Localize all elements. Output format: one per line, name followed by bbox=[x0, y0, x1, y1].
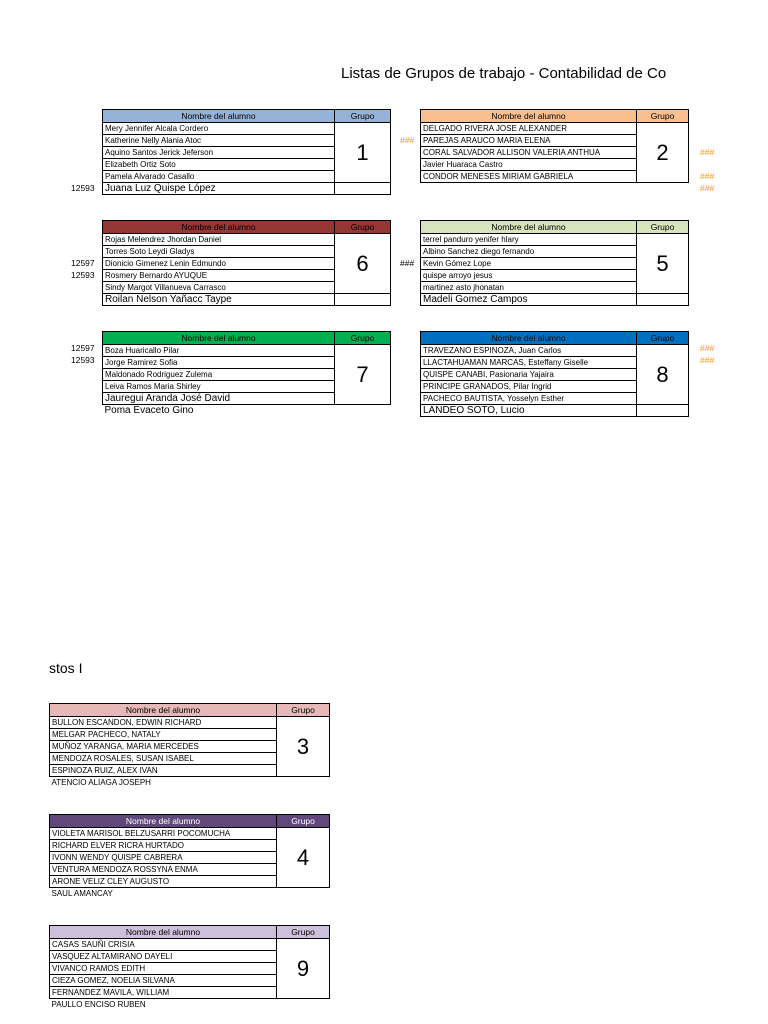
member-name: Rosmery Bernardo AYUQUE bbox=[103, 270, 335, 282]
member-name: PRINCIPE GRANADOS, Pilar Ingrid bbox=[421, 381, 637, 393]
group-table-6 bbox=[102, 220, 391, 306]
overflow-mark: ### bbox=[700, 171, 715, 181]
group-number: 9 bbox=[277, 939, 330, 999]
group-table-8 bbox=[420, 331, 689, 417]
member-name: Javier Huaraca Castro bbox=[421, 159, 637, 171]
group-number: 5 bbox=[637, 234, 689, 294]
empty-cell bbox=[277, 999, 330, 1011]
member-name: SAUL AMANCAY bbox=[51, 889, 113, 898]
member-name: CORAL SALVADOR ALLISON VALERIA ANTHUA bbox=[421, 147, 637, 159]
member-name: IVONN WENDY QUISPE CABRERA bbox=[50, 852, 277, 864]
member-name: ATENCIO ALIAGA JOSEPH bbox=[51, 778, 151, 787]
empty-cell bbox=[335, 294, 391, 306]
empty-cell bbox=[335, 405, 391, 417]
group-table-2 bbox=[420, 109, 689, 183]
group-number: 4 bbox=[277, 828, 330, 888]
member-name: VIOLETA MARISOL BELZUSARRI POCOMUCHA bbox=[50, 828, 277, 840]
group-number: 7 bbox=[335, 345, 391, 405]
member-name: Maldonado Rodriguez Zulema bbox=[103, 369, 335, 381]
member-name: Elizabeth Ortiz Soto bbox=[103, 159, 335, 171]
row-code: 12593 bbox=[71, 355, 95, 365]
header-group: Grupo bbox=[335, 221, 391, 234]
member-name: MELGAR PACHECO, NATALY bbox=[50, 729, 277, 741]
member-name: Jorge Ramirez Sofia bbox=[103, 357, 335, 369]
group-table-1 bbox=[102, 109, 391, 195]
row-code: 12593 bbox=[71, 183, 95, 193]
member-name: VIVANCO RAMOS EDITH bbox=[50, 963, 277, 975]
header-name: Nombre del alumno bbox=[50, 926, 277, 939]
empty-cell bbox=[335, 183, 391, 195]
empty-cell bbox=[277, 777, 330, 789]
member-name: MENDOZA ROSALES, SUSAN ISABEL bbox=[50, 753, 277, 765]
member-name: martinez asto jhonatan bbox=[421, 282, 637, 294]
overflow-mark: ### bbox=[400, 258, 415, 268]
member-name: Dionicio Gimenez Lenin Edmundo bbox=[103, 258, 335, 270]
header-group: Grupo bbox=[335, 332, 391, 345]
header-name: Nombre del alumno bbox=[103, 221, 335, 234]
member-name: terrel panduro yenifer hlary bbox=[421, 234, 637, 246]
member-name: Mery Jennifer Alcala Cordero bbox=[103, 123, 335, 135]
member-name: Leiva Ramos Maria Shirley bbox=[103, 381, 335, 393]
member-name: Boza Huaricallo Pilar bbox=[103, 345, 335, 357]
empty-cell bbox=[277, 888, 330, 900]
member-name: LLACTAHUAMAN MARCAS, Esteffany Giselle bbox=[421, 357, 637, 369]
member-name: VASQUEZ ALTAMIRANO DAYELI bbox=[50, 951, 277, 963]
group-table-3 bbox=[49, 703, 330, 788]
member-name: Madeli Gomez Campos bbox=[421, 294, 637, 306]
member-name: BULLON ESCANDON, EDWIN RICHARD bbox=[50, 717, 277, 729]
header-group: Grupo bbox=[637, 221, 689, 234]
group-table-7 bbox=[102, 331, 391, 416]
row-code: 12593 bbox=[71, 270, 95, 280]
header-group: Grupo bbox=[277, 926, 330, 939]
member-name: MUÑOZ YARANGA, MARIA MERCEDES bbox=[50, 741, 277, 753]
header-group: Grupo bbox=[277, 704, 330, 717]
member-name: Poma Evaceto Gino bbox=[104, 405, 194, 416]
group-table-5 bbox=[420, 220, 689, 306]
member-name: Aquino Santos Jerick Jeferson bbox=[103, 147, 335, 159]
member-name: Kevin Gómez Lope bbox=[421, 258, 637, 270]
group-number: 1 bbox=[335, 123, 391, 183]
member-name: Sindy Margot Villanueva Carrasco bbox=[103, 282, 335, 294]
member-name: quispe arroyo jesus bbox=[421, 270, 637, 282]
member-name: Roilan Nelson Yañacc Taype bbox=[103, 294, 335, 306]
page-title: Listas de Grupos de trabajo - Contabilidad de Co bbox=[341, 65, 667, 82]
header-name: Nombre del alumno bbox=[103, 332, 335, 345]
header-name: Nombre del alumno bbox=[103, 110, 335, 123]
group-number: 8 bbox=[637, 345, 689, 405]
member-name: Jauregui Aranda José David bbox=[103, 393, 335, 405]
member-name: PAULLO ENCISO RUBEN bbox=[51, 1000, 146, 1009]
header-group: Grupo bbox=[637, 332, 689, 345]
page-subtitle: stos I bbox=[49, 660, 83, 676]
member-name: DELGADO RIVERA JOSE ALEXANDER bbox=[421, 123, 637, 135]
member-name: CONDOR MENESES MIRIAM GABRIELA bbox=[421, 171, 637, 183]
row-code: 12597 bbox=[71, 343, 95, 353]
group-number: 6 bbox=[335, 234, 391, 294]
member-name: VENTURA MENDOZA ROSSYNA ENMA bbox=[50, 864, 277, 876]
member-name: LANDEO SOTO, Lucio bbox=[421, 405, 637, 417]
member-name: PAREJAS ARAUCO MARIA ELENA bbox=[421, 135, 637, 147]
member-name: CIEZA GOMEZ, NOELIA SILVANA bbox=[50, 975, 277, 987]
member-name: TRAVEZANO ESPINOZA, Juan Carlos bbox=[421, 345, 637, 357]
overflow-mark: ### bbox=[700, 355, 715, 365]
overflow-mark: ### bbox=[700, 183, 715, 193]
member-name: ESPINOZA RUIZ, ALEX IVAN bbox=[50, 765, 277, 777]
member-name: PACHECO BAUTISTA, Yosselyn Esther bbox=[421, 393, 637, 405]
empty-cell bbox=[637, 405, 689, 417]
overflow-mark: ### bbox=[400, 135, 415, 145]
group-number: 2 bbox=[637, 123, 689, 183]
header-group: Grupo bbox=[277, 815, 330, 828]
group-table-9 bbox=[49, 925, 330, 1010]
overflow-mark: ### bbox=[700, 147, 715, 157]
group-number: 3 bbox=[277, 717, 330, 777]
group-table-4 bbox=[49, 814, 330, 899]
header-name: Nombre del alumno bbox=[50, 704, 277, 717]
member-name: Rojas Melendrez Jhordan Daniel bbox=[103, 234, 335, 246]
header-group: Grupo bbox=[335, 110, 391, 123]
empty-cell bbox=[637, 294, 689, 306]
member-name: Torres Soto Leydi Gladys bbox=[103, 246, 335, 258]
member-name: Pamela Alvarado Casallo bbox=[103, 171, 335, 183]
row-code: 12597 bbox=[71, 258, 95, 268]
header-group: Grupo bbox=[637, 110, 689, 123]
member-name: CASAS SAUÑI CRISIA bbox=[50, 939, 277, 951]
member-name: ARONE VELIZ CLEY AUGUSTO bbox=[50, 876, 277, 888]
member-name: QUISPE CANABI, Pasionaria Yajaira bbox=[421, 369, 637, 381]
member-name: FERNANDEZ MAVILA, WILLIAM bbox=[50, 987, 277, 999]
member-name: Katherine Nelly Alania Atoc bbox=[103, 135, 335, 147]
header-name: Nombre del alumno bbox=[50, 815, 277, 828]
header-name: Nombre del alumno bbox=[421, 110, 637, 123]
header-name: Nombre del alumno bbox=[421, 221, 637, 234]
overflow-mark: ### bbox=[700, 343, 715, 353]
header-name: Nombre del alumno bbox=[421, 332, 637, 345]
member-name: RICHARD ELVER RICRA HURTADO bbox=[50, 840, 277, 852]
member-name: Albino Sanchez diego fernando bbox=[421, 246, 637, 258]
member-name: Juana Luz Quispe López bbox=[103, 183, 335, 195]
